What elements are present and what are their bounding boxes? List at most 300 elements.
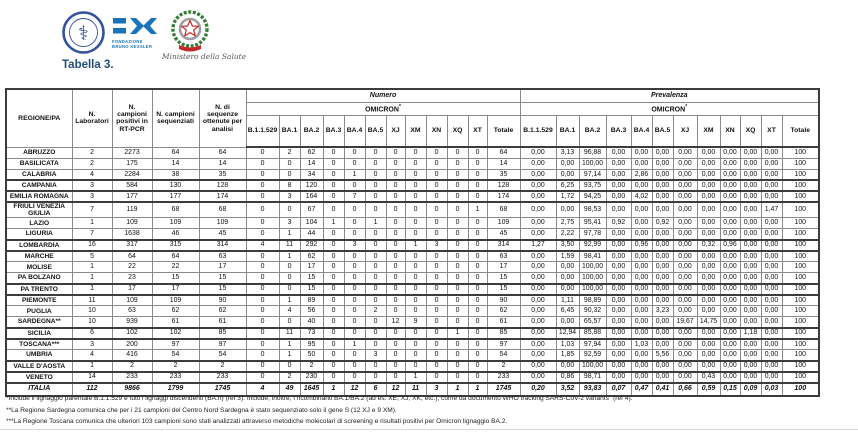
prevalenza-ba.2-cell: 100,00 — [579, 273, 606, 284]
prevalenza-ba.1-cell: 0,00 — [556, 317, 579, 328]
numero-b.1.1.529-cell: 0 — [246, 169, 279, 180]
prevalenza-xj-cell: 0,00 — [673, 350, 697, 361]
numero-xm-cell: 0 — [405, 251, 426, 262]
prevalenza-xm-cell: 0,00 — [697, 218, 720, 229]
prevalenza-ba.3-cell: 0,00 — [606, 350, 631, 361]
numero-ba.3-cell: 0 — [323, 229, 344, 240]
campioni-positivi-cell: 109 — [112, 295, 152, 306]
prevalenza-xm-cell: 14,75 — [697, 317, 720, 328]
campioni-positivi-cell: 2273 — [112, 147, 152, 158]
numero-xm-cell: 0 — [405, 158, 426, 169]
numero-ba.1-cell: 11 — [279, 240, 300, 251]
prevalenza-xq-cell: 0,00 — [740, 147, 761, 158]
numero-ba.4-cell: 0 — [344, 180, 365, 191]
prevalenza-ba.4-cell: 1,03 — [631, 339, 652, 350]
prevalenza-totale-cell: 100 — [782, 317, 819, 328]
numero-ba.3-cell: 0 — [323, 262, 344, 273]
numero-ba.5-cell: 0 — [365, 339, 386, 350]
numero-totale-cell: 85 — [487, 328, 520, 339]
prevalenza-ba.1-cell: 0,00 — [556, 273, 579, 284]
campioni-sequenziati-cell: 14 — [152, 158, 199, 169]
prevalenza-totale-cell: 100 — [782, 306, 819, 317]
numero-ba.3-cell: 0 — [323, 180, 344, 191]
campioni-positivi-cell: 63 — [112, 306, 152, 317]
prevalenza-ba.3-cell: 0,00 — [606, 361, 631, 372]
prevalenza-xj-cell: 0,00 — [673, 202, 697, 218]
numero-ba.1-cell: 11 — [279, 328, 300, 339]
numero-totale-cell: 97 — [487, 339, 520, 350]
prevalenza-ba.3-cell: 0,00 — [606, 158, 631, 169]
numero-xj-cell: 0 — [386, 361, 405, 372]
prevalenza-ba.2-cell: 98,71 — [579, 372, 606, 383]
numero-b.1.1.529-cell: 0 — [246, 317, 279, 328]
sequenze-ottenute-cell: 109 — [199, 218, 246, 229]
prevalenza-ba.5-cell: 0,00 — [652, 262, 673, 273]
col-header-numero-xq: XQ — [447, 116, 468, 148]
numero-xq-cell: 0 — [447, 229, 468, 240]
col-header-laboratori: N. Laboratori — [72, 89, 112, 147]
numero-ba.5-cell: 0 — [365, 284, 386, 295]
sequenze-ottenute-cell: 54 — [199, 350, 246, 361]
sequenze-ottenute-cell: 14 — [199, 158, 246, 169]
prevalenza-ba.5-cell: 0,00 — [652, 328, 673, 339]
numero-ba.3-cell: 1 — [323, 218, 344, 229]
numero-ba.1-cell: 0 — [279, 317, 300, 328]
campioni-sequenziati-cell: 38 — [152, 169, 199, 180]
prevalenza-ba.2-cell: 95,41 — [579, 218, 606, 229]
numero-xm-cell: 0 — [405, 350, 426, 361]
prevalenza-ba.4-cell: 0,00 — [631, 262, 652, 273]
numero-xt-cell: 0 — [468, 229, 487, 240]
numero-b.1.1.529-cell: 0 — [246, 372, 279, 383]
svg-text:⚕: ⚕ — [78, 21, 89, 45]
numero-ba.2-cell: 44 — [300, 229, 323, 240]
numero-xj-cell: 0 — [386, 229, 405, 240]
prevalenza-ba.2-cell: 93,75 — [579, 180, 606, 191]
prevalenza-totale-cell: 100 — [782, 158, 819, 169]
numero-xj-cell: 12 — [386, 383, 405, 396]
prevalenza-totale-cell: 100 — [782, 372, 819, 383]
numero-totale-cell: 15 — [487, 284, 520, 295]
prevalenza-xm-cell: 0,00 — [697, 361, 720, 372]
numero-totale-cell: 61 — [487, 317, 520, 328]
prevalenza-ba.4-cell: 0,00 — [631, 202, 652, 218]
variants-table — [5, 88, 820, 397]
prevalenza-totale-cell: 100 — [782, 273, 819, 284]
prevalenza-xn-cell: 0,15 — [720, 383, 740, 396]
numero-xm-cell: 9 — [405, 317, 426, 328]
prevalenza-xm-cell: 0,00 — [697, 251, 720, 262]
numero-xq-cell: 0 — [447, 295, 468, 306]
numero-b.1.1.529-cell: 0 — [246, 361, 279, 372]
numero-xm-cell: 0 — [405, 339, 426, 350]
prevalenza-xq-cell: 0,00 — [740, 295, 761, 306]
numero-xj-cell: 12 — [386, 317, 405, 328]
prevalenza-xj-cell: 0,00 — [673, 361, 697, 372]
campioni-sequenziati-cell: 54 — [152, 350, 199, 361]
prevalenza-xn-cell: 0,00 — [720, 251, 740, 262]
col-header-sequenze-ottenute: N. di sequenze ottenute per analisi — [199, 89, 246, 147]
laboratori-cell: 2 — [72, 158, 112, 169]
numero-totale-cell: 314 — [487, 240, 520, 251]
numero-xn-cell: 0 — [426, 273, 447, 284]
numero-xn-cell: 0 — [426, 262, 447, 273]
region-row — [6, 317, 819, 328]
prevalenza-totale-cell: 100 — [782, 229, 819, 240]
numero-totale-cell: 14 — [487, 158, 520, 169]
prevalenza-ba.4-cell: 0,00 — [631, 147, 652, 158]
numero-ba.3-cell: 0 — [323, 251, 344, 262]
prevalenza-xj-cell: 0,00 — [673, 158, 697, 169]
numero-ba.3-cell: 0 — [323, 306, 344, 317]
numero-xj-cell: 0 — [386, 191, 405, 202]
prevalenza-xt-cell: 0,00 — [761, 147, 782, 158]
prevalenza-b.1.1.529-cell: 0,00 — [520, 350, 556, 361]
prevalenza-totale-cell: 100 — [782, 169, 819, 180]
prevalenza-b.1.1.529-cell: 0,00 — [520, 273, 556, 284]
numero-ba.4-cell: 0 — [344, 273, 365, 284]
numero-b.1.1.529-cell: 0 — [246, 273, 279, 284]
numero-ba.1-cell: 49 — [279, 383, 300, 396]
col-header-numero-ba.2: BA.2 — [300, 116, 323, 148]
prevalenza-ba.3-cell: 0,00 — [606, 240, 631, 251]
prevalenza-xm-cell: 0,00 — [697, 229, 720, 240]
italy-emblem-icon — [167, 8, 213, 54]
prevalenza-xn-cell: 0,00 — [720, 273, 740, 284]
numero-xn-cell: 0 — [426, 306, 447, 317]
prevalenza-xn-cell: 0,00 — [720, 284, 740, 295]
prevalenza-ba.1-cell: 0,00 — [556, 169, 579, 180]
prevalenza-ba.5-cell: 0,00 — [652, 202, 673, 218]
region-row — [6, 339, 819, 350]
prevalenza-xm-cell: 0,00 — [697, 284, 720, 295]
prevalenza-ba.3-cell: 0,00 — [606, 229, 631, 240]
laboratori-cell: 1 — [72, 284, 112, 295]
col-header-campioni-sequenziati: N. campioni sequenziati — [152, 89, 199, 147]
prevalenza-ba.5-cell: 0,00 — [652, 169, 673, 180]
prevalenza-xq-cell: 0,00 — [740, 191, 761, 202]
footnote-omicron: *Include il lignaggio parentale B.1.1.529 e tutti i lignaggi discendenti (BA.n) (ref 3). Include, inoltre, i ricombinanti BA.1/BA.2 (ad es. XE, XJ, XK, etc.), come da documento WHO tracking SARS-CoV-2 variants" (ref 4). — [6, 395, 633, 402]
prevalenza-ba.1-cell: 0,00 — [556, 158, 579, 169]
numero-xj-cell: 0 — [386, 372, 405, 383]
campioni-sequenziati-cell: 64 — [152, 251, 199, 262]
numero-xm-cell: 0 — [405, 169, 426, 180]
laboratori-cell: 3 — [72, 180, 112, 191]
numero-totale-cell: 63 — [487, 251, 520, 262]
region-name-cell: PUGLIA — [6, 306, 72, 317]
prevalenza-totale-cell: 100 — [782, 383, 819, 396]
numero-totale-cell: 128 — [487, 180, 520, 191]
numero-xq-cell: 0 — [447, 251, 468, 262]
prevalenza-ba.5-cell: 0,00 — [652, 158, 673, 169]
numero-b.1.1.529-cell: 0 — [246, 147, 279, 158]
numero-xn-cell: 3 — [426, 383, 447, 396]
prevalenza-ba.1-cell: 6,25 — [556, 180, 579, 191]
numero-ba.4-cell: 0 — [344, 372, 365, 383]
prevalenza-xn-cell: 0,00 — [720, 147, 740, 158]
numero-ba.4-cell: 0 — [344, 361, 365, 372]
prevalenza-xq-cell: 0,00 — [740, 306, 761, 317]
prevalenza-ba.1-cell: 0,86 — [556, 372, 579, 383]
prevalenza-ba.3-cell: 0,00 — [606, 251, 631, 262]
prevalenza-ba.4-cell: 0,00 — [631, 317, 652, 328]
numero-ba.5-cell: 0 — [365, 191, 386, 202]
prevalenza-b.1.1.529-cell: 0,00 — [520, 229, 556, 240]
numero-ba.2-cell: 67 — [300, 202, 323, 218]
numero-ba.5-cell: 2 — [365, 306, 386, 317]
numero-xt-cell: 0 — [468, 240, 487, 251]
prevalenza-ba.2-cell: 90,32 — [579, 306, 606, 317]
col-header-regione: REGIONE/PA — [6, 89, 72, 147]
prevalenza-xj-cell: 0,00 — [673, 339, 697, 350]
laboratori-cell: 3 — [72, 339, 112, 350]
region-row — [6, 350, 819, 361]
numero-xj-cell: 0 — [386, 306, 405, 317]
numero-xm-cell: 0 — [405, 218, 426, 229]
sequenze-ottenute-cell: 85 — [199, 328, 246, 339]
numero-xj-cell: 0 — [386, 273, 405, 284]
prevalenza-ba.2-cell: 97,14 — [579, 169, 606, 180]
omicron-footnote-mark: * — [398, 103, 401, 110]
prevalenza-ba.5-cell: 0,00 — [652, 180, 673, 191]
numero-ba.5-cell: 6 — [365, 383, 386, 396]
campioni-sequenziati-cell: 315 — [152, 240, 199, 251]
prevalenza-ba.3-cell: 0,00 — [606, 180, 631, 191]
laboratori-cell: 2 — [72, 147, 112, 158]
prevalenza-ba.4-cell: 0,47 — [631, 383, 652, 396]
prevalenza-xj-cell: 0,00 — [673, 218, 697, 229]
prevalenza-ba.4-cell: 0,96 — [631, 240, 652, 251]
numero-ba.2-cell: 40 — [300, 317, 323, 328]
prevalenza-ba.3-cell: 0,07 — [606, 383, 631, 396]
prevalenza-ba.1-cell: 3,13 — [556, 147, 579, 158]
numero-ba.1-cell: 8 — [279, 180, 300, 191]
prevalenza-ba.4-cell: 0,00 — [631, 251, 652, 262]
numero-xt-cell: 0 — [468, 328, 487, 339]
numero-xj-cell: 0 — [386, 169, 405, 180]
numero-totale-cell: 15 — [487, 273, 520, 284]
omicron-footnote-mark: * — [685, 103, 688, 110]
numero-ba.1-cell: 1 — [279, 339, 300, 350]
numero-ba.3-cell: 0 — [323, 284, 344, 295]
prevalenza-xq-cell: 0,00 — [740, 317, 761, 328]
ministero-salute-label: Ministero della Salute — [161, 52, 247, 61]
numero-ba.5-cell: 0 — [365, 202, 386, 218]
prevalenza-xm-cell: 0,00 — [697, 350, 720, 361]
region-row — [6, 251, 819, 262]
prevalenza-ba.3-cell: 0,00 — [606, 191, 631, 202]
numero-ba.5-cell: 0 — [365, 262, 386, 273]
numero-xn-cell: 3 — [426, 240, 447, 251]
prevalenza-xq-cell: 0,00 — [740, 372, 761, 383]
col-header-numero-ba.3: BA.3 — [323, 116, 344, 148]
numero-b.1.1.529-cell: 0 — [246, 180, 279, 191]
prevalenza-xt-cell: 0,00 — [761, 284, 782, 295]
region-row — [6, 262, 819, 273]
prevalenza-xq-cell: 0,00 — [740, 218, 761, 229]
col-header-numero-xj: XJ — [386, 116, 405, 148]
numero-xt-cell: 1 — [468, 383, 487, 396]
numero-ba.4-cell: 0 — [344, 218, 365, 229]
numero-ba.2-cell: 62 — [300, 251, 323, 262]
campioni-positivi-cell: 939 — [112, 317, 152, 328]
prevalenza-b.1.1.529-cell: 0,00 — [520, 306, 556, 317]
col-header-prevalenza-xn: XN — [720, 116, 740, 148]
prevalenza-xn-cell: 0,00 — [720, 328, 740, 339]
sequenze-ottenute-cell: 174 — [199, 191, 246, 202]
numero-ba.2-cell: 17 — [300, 262, 323, 273]
prevalenza-ba.2-cell: 97,94 — [579, 339, 606, 350]
numero-xt-cell: 1 — [468, 202, 487, 218]
prevalenza-ba.4-cell: 0,00 — [631, 361, 652, 372]
campioni-positivi-cell: 9866 — [112, 383, 152, 396]
prevalenza-ba.5-cell: 0,00 — [652, 251, 673, 262]
prevalenza-xq-cell: 0,00 — [740, 180, 761, 191]
region-row — [6, 295, 819, 306]
numero-ba.5-cell: 0 — [365, 147, 386, 158]
campioni-positivi-cell: 2 — [112, 361, 152, 372]
numero-ba.1-cell: 0 — [279, 169, 300, 180]
numero-totale-cell: 109 — [487, 218, 520, 229]
prevalenza-xq-cell: 0,00 — [740, 240, 761, 251]
numero-xq-cell: 0 — [447, 273, 468, 284]
prevalenza-xt-cell: 0,00 — [761, 273, 782, 284]
region-row — [6, 158, 819, 169]
region-row — [6, 273, 819, 284]
prevalenza-ba.5-cell: 0,00 — [652, 284, 673, 295]
region-row — [6, 306, 819, 317]
numero-totale-cell: 54 — [487, 350, 520, 361]
numero-ba.1-cell: 2 — [279, 147, 300, 158]
prevalenza-xt-cell: 0,00 — [761, 306, 782, 317]
prevalenza-ba.3-cell: 0,00 — [606, 306, 631, 317]
numero-ba.5-cell: 0 — [365, 240, 386, 251]
prevalenza-b.1.1.529-cell: 0,00 — [520, 284, 556, 295]
numero-ba.1-cell: 2 — [279, 372, 300, 383]
footnotes — [6, 395, 854, 430]
region-row — [6, 361, 819, 372]
prevalenza-xm-cell: 0,00 — [697, 306, 720, 317]
numero-xt-cell: 0 — [468, 273, 487, 284]
region-row — [6, 147, 819, 158]
prevalenza-b.1.1.529-cell: 0,00 — [520, 251, 556, 262]
numero-xq-cell: 0 — [447, 350, 468, 361]
region-row — [6, 284, 819, 295]
prevalenza-ba.3-cell: 0,00 — [606, 202, 631, 218]
prevalenza-ba.3-cell: 0,00 — [606, 273, 631, 284]
region-name-cell: ITALIA — [6, 383, 72, 396]
numero-b.1.1.529-cell: 0 — [246, 284, 279, 295]
prevalenza-xm-cell: 0,00 — [697, 180, 720, 191]
numero-ba.4-cell: 0 — [344, 284, 365, 295]
numero-xq-cell: 0 — [447, 158, 468, 169]
numero-ba.4-cell: 1 — [344, 339, 365, 350]
region-row — [6, 180, 819, 191]
col-header-prevalenza-ba.5: BA.5 — [652, 116, 673, 148]
prevalenza-ba.5-cell: 0,00 — [652, 191, 673, 202]
prevalenza-xj-cell: 0,00 — [673, 262, 697, 273]
numero-xn-cell: 0 — [426, 169, 447, 180]
numero-ba.1-cell: 0 — [279, 158, 300, 169]
prevalenza-xm-cell: 0,00 — [697, 202, 720, 218]
col-header-numero-b.1.1.529: B.1.1.529 — [246, 116, 279, 148]
prevalenza-ba.3-cell: 0,92 — [606, 218, 631, 229]
campioni-positivi-cell: 175 — [112, 158, 152, 169]
numero-ba.1-cell: 1 — [279, 350, 300, 361]
prevalenza-ba.4-cell: 0,00 — [631, 229, 652, 240]
laboratori-cell: 7 — [72, 229, 112, 240]
prevalenza-xj-cell: 0,00 — [673, 169, 697, 180]
numero-xj-cell: 0 — [386, 262, 405, 273]
fbk-logo-icon — [112, 16, 158, 38]
numero-ba.1-cell: 1 — [279, 229, 300, 240]
iss-logo-icon — [62, 11, 105, 54]
prevalenza-ba.1-cell: 0,00 — [556, 202, 579, 218]
campioni-positivi-cell: 119 — [112, 202, 152, 218]
prevalenza-ba.1-cell: 1,03 — [556, 339, 579, 350]
numero-xq-cell: 0 — [447, 372, 468, 383]
numero-ba.5-cell: 0 — [365, 295, 386, 306]
numero-ba.2-cell: 2 — [300, 361, 323, 372]
prevalenza-ba.2-cell: 96,88 — [579, 147, 606, 158]
prevalenza-xn-cell: 0,00 — [720, 262, 740, 273]
numero-xj-cell: 0 — [386, 158, 405, 169]
numero-b.1.1.529-cell: 0 — [246, 328, 279, 339]
fbk-logo-line2: BRUNO KESSLER — [112, 44, 153, 50]
numero-ba.2-cell: 89 — [300, 295, 323, 306]
prevalenza-ba.5-cell: 0,00 — [652, 229, 673, 240]
prevalenza-b.1.1.529-cell: 0,00 — [520, 372, 556, 383]
campioni-sequenziati-cell: 102 — [152, 328, 199, 339]
numero-xm-cell: 0 — [405, 180, 426, 191]
campioni-sequenziati-cell: 109 — [152, 218, 199, 229]
laboratori-cell: 4 — [72, 169, 112, 180]
numero-xq-cell: 0 — [447, 147, 468, 158]
campioni-positivi-cell: 17 — [112, 284, 152, 295]
region-row — [6, 328, 819, 339]
sequenze-ottenute-cell: 61 — [199, 317, 246, 328]
fbk-logo — [112, 16, 162, 54]
prevalenza-xq-cell: 1,18 — [740, 328, 761, 339]
sequenze-ottenute-cell: 62 — [199, 306, 246, 317]
prevalenza-xn-cell: 0,00 — [720, 361, 740, 372]
numero-xj-cell: 0 — [386, 328, 405, 339]
numero-ba.4-cell: 0 — [344, 229, 365, 240]
campioni-positivi-cell: 64 — [112, 251, 152, 262]
col-header-prevalenza-xq: XQ — [740, 116, 761, 148]
col-header-numero-xt: XT — [468, 116, 487, 148]
numero-ba.4-cell: 3 — [344, 240, 365, 251]
prevalenza-xn-cell: 0,00 — [720, 202, 740, 218]
numero-ba.4-cell: 0 — [344, 262, 365, 273]
campioni-positivi-cell: 233 — [112, 372, 152, 383]
col-header-prevalenza-xm: XM — [697, 116, 720, 148]
prevalenza-b.1.1.529-cell: 0,00 — [520, 328, 556, 339]
prevalenza-ba.2-cell: 85,88 — [579, 328, 606, 339]
prevalenza-ba.1-cell: 2,75 — [556, 218, 579, 229]
numero-xj-cell: 0 — [386, 180, 405, 191]
numero-xn-cell: 0 — [426, 339, 447, 350]
prevalenza-ba.4-cell: 0,00 — [631, 372, 652, 383]
numero-ba.5-cell: 0 — [365, 251, 386, 262]
prevalenza-xm-cell: 0,00 — [697, 328, 720, 339]
numero-ba.3-cell: 0 — [323, 273, 344, 284]
prevalenza-totale-cell: 100 — [782, 147, 819, 158]
numero-ba.4-cell: 0 — [344, 328, 365, 339]
prevalenza-ba.5-cell: 0,00 — [652, 240, 673, 251]
col-header-numero-totale: Totale — [487, 116, 520, 148]
numero-b.1.1.529-cell: 0 — [246, 218, 279, 229]
